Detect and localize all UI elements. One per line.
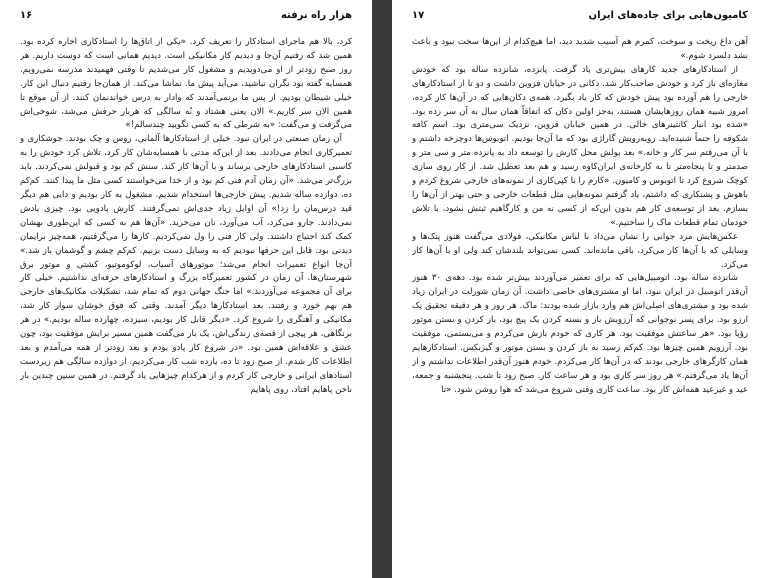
- page-number: ۱۷: [412, 10, 425, 21]
- right-page: [392, 0, 768, 578]
- left-page: [0, 0, 372, 578]
- right-page-body: [412, 36, 748, 562]
- paragraph: آهن داغ ریخت و سوخت، کمرم هم آسیب شدید دید، اما هیچ‌کدام از این‌ها سخت نبود و باعث نشد دلسرد شوم.»: [412, 37, 748, 61]
- book-gutter: [372, 0, 392, 578]
- paragraph: عکس‌هایش مرد جوانی را نشان می‌داد با لباس مکانیکی، فولادی می‌گفت هنوز پتک‌ها و وسایلی که با آن‌ها کار می‌کرد، باقی مانده‌اند. کسی نمی‌تواند بلندشان کند ولی او با آن‌ها کار می‌کرد.: [412, 231, 748, 270]
- running-title: کامیون‌هایی برای جاده‌های ایران: [588, 10, 748, 21]
- page-number: ۱۶: [20, 10, 33, 21]
- paragraph: شانزده ساله بود. اتومبیل‌هایی که برای تعمیر می‌آوردند بیش‌تر شده بود. دهه‌ی ۳۰ هنوز آن‌قدر اتومبیل در ایران نبود، اما او مشتری‌های خاصی داشت. آن زمان شورلت در ایران زیاد شده بود و مشتری‌های اصلی‌اش هم وارد بازار شده بودند: ماک. هر روز و هر دقیقه تحقیق یک ارزو بود. برای پسر نوجوانی که آرزویش باز و بسته کردن یک پیچ بود، باز کردن و بستن موتور رؤیا بود. «هر ساعتش موفقیت بود. هر کاری که خودم بازش می‌کردم و می‌بستمی، موفقیت بود. آرزویم همین چیزها بود. کم‌کم رسید به باز کردن و بستن موتور و گیربکس. استادکارهایم همان کارگرهای خارجی بودند که در آن‌ها کار می‌کردم. خودم هنوز آن‌قدر اطلاعات نداشتم و از آن‌ها یاد می‌گرفتم.» هر روز سر کاری بود و هر ساعت کار. صبح زود تا شب. پنجشنبه و جمعه، عید و غیرعید همه‌اش کار بود. ساعت کاری وقتی شروع می‌شد که هوا روشن شود. «تا: [412, 273, 748, 395]
- left-page-body: [20, 36, 352, 562]
- right-page-header: [412, 10, 748, 26]
- paragraph: آن زمان صنعتی در ایران نبود. خیلی از استادکارها آلمانی، روس و چک بودند. جوشکاری و تعمیرکاری انجام می‌دادند. بعد از این‌که مدتی با همسایه‌شان کار کرد، تلاش کرد خودش را به کاسبی استادکارهای خارجی برساند و با آن‌ها کار کند. سنش کم بود و قبولش نمی‌کردند. باید بزرگ‌تر می‌شد. «آن زمان آدم فنی کم بود و از خدا می‌خواستند کسی مثل ما پیدا کنند. کم‌کم ده، دوازده ساله شدیم. پیش خارجی‌ها استخدام شدیم. مشغول به کار بودیم و دایی هم دیگر قید درس‌مان را زد!» آن اوایل زیاد جدی‌اش نمی‌گرفتند. کارش پادویی بود. چیزی یادش نمی‌دادند. جارو می‌کرد، آب می‌آورد، نان می‌خرید. «آن‌ها هم به کسی که این‌طوری بهشان کمک کند احتیاج داشتند. ولی کار فنی را ول نمی‌کردیم. کارها را می‌گرفتیم، همه‌چیز برایمان دیدنی بود. قابل این حرفها نبودیم که به وسایل دست بزنیم. کم‌کم چشم و گوشمان باز شد.» آن‌جا انواع تعمیرات انجام می‌شد؛ موتورهای آسیاب، لوکوموتیو، کشتی و موتور برق شهرستان‌ها. آن زمان در کشور تعمیرگاه بزرگ و استادکارهای حرفه‌ای نداشتیم. خیلی کار برای آن مجموعه می‌آوردند.» اما جنگ جهانی دوم که تمام شد، تشکیلات مکانیک‌های خارجی هم بهم خورد و رفتند. بعد استادکارها دیگر آمدند. وقتی که فوق خوشان سوار کار شد، مکانیکی و آهنگری را شروع کرد. «دیگر قابل کار بودیم، سیزده، چهارده ساله بودیم.» در هر برنگاهی، هر پیچی از قصه‌ی زندگی‌اش، یک بار می‌گفت همین مسیر برایش موفقیت بود، چون عشق و علاقه‌اش همین بود. «در شروع کار پادو بودم و بعد زودتر از همه می‌آمدم و بعد اطلاعات کار شدم. از صبح زود تا ده، یازده شب کار می‌کردیم. از دوازده سالگی هم زیردست استادهای ایرانی و خارجی کار کردم و از هرکدام چیزهایی یاد گرفتم. در همین سنین چندین بار ناخن پاهایم افتاد، روی پاهایم: [20, 134, 352, 395]
- left-page-header: [20, 10, 352, 26]
- running-title: هزار راه نرفته: [280, 10, 352, 21]
- paragraph: از استادکارهای جدید کارهای بیش‌تری یاد گرفت. پانزده، شانزده ساله بود که خودش مغازه‌ای باز کرد و خودش صاحب‌کار شد. دکانی در خیابان فزوین داشت و دو تا از استادکارهای خارجی را هم آورده بود پیش خودش که کار یاد بگیرد. همه‌ی دکان‌هایی که در آن‌ها کار کرده، امروز شبیه همان روزهایشان هستند، به‌جز اولین دکان که اتفاقاً همان سال به آن سر زده بود. «شده بود انبار کانتینرهای خالی. در همین خیابان قزوین، نزدیک سی‌متری بود. اسم کافه شکوفه را حتماً شنیده‌اید. روبه‌رویش گاراژی بود که ما آن‌جا بودیم. اتوبوس‌ها دوچرخه داشتم و با آن می‌رفتم سر کار و خانه.» بعد پولش محل کارش را توسعه داد به پانزده متر و سی متر و صدمتر و تا پنجاه‌متر تا به کارخانه‌ی ایران‌کاوه رسید و هم بعد تعطیل شد. از کار روی سازی کوچک شروع کرد تا اتوبوس و کامیون. «کارم را با کپی‌کاری از نمونه‌های خارجی شروع کردم و باهوش و پشتکاری که داشتم، یاد گرفتم نمونه‌هایی مثل قطعات خارجی و حتی بهتر از آن‌ها را بسازم. بعد از توسعه‌ی کار هم بدون این‌که از کسی نه من و کارگاهیم ثبتش نشود، با تلاش خودمان تمام قطعات ماک را ساختیم.»: [412, 64, 748, 228]
- paragraph: کرد، بالا هم ماجرای استادکار را تعریف کرد. «یکی از اتاق‌ها را استادکاری اجاره کرده بود. همین شد که رفتیم آن‌جا و دیدیم کار مکانیکی است. دیدیم همانی است که دوست داریم. هر روز صبح زودتر از او می‌دویدیم و مشغول کار می‌شدیم تا وقتی فهمیدند مدرسه نمی‌رویم. همسایه گفته بود نگران نباشید، می‌آید پیش ما. تماشا می‌کند. از همان‌جا رفتیم دنبال این کار. خیلی شیطان بودیم. از پس ما برنمی‌آمدند که وادار به درس خواندنمان کنند. از آن موقع تا همین الان سر کاریم.» الان یعنی هشتاد و نُه سالگی که هربار حرفش می‌شد، شوخی‌اش می‌گرفت و می‌گفت: «به شرطی که به کسی نگویید چندسالم!»: [20, 37, 352, 131]
